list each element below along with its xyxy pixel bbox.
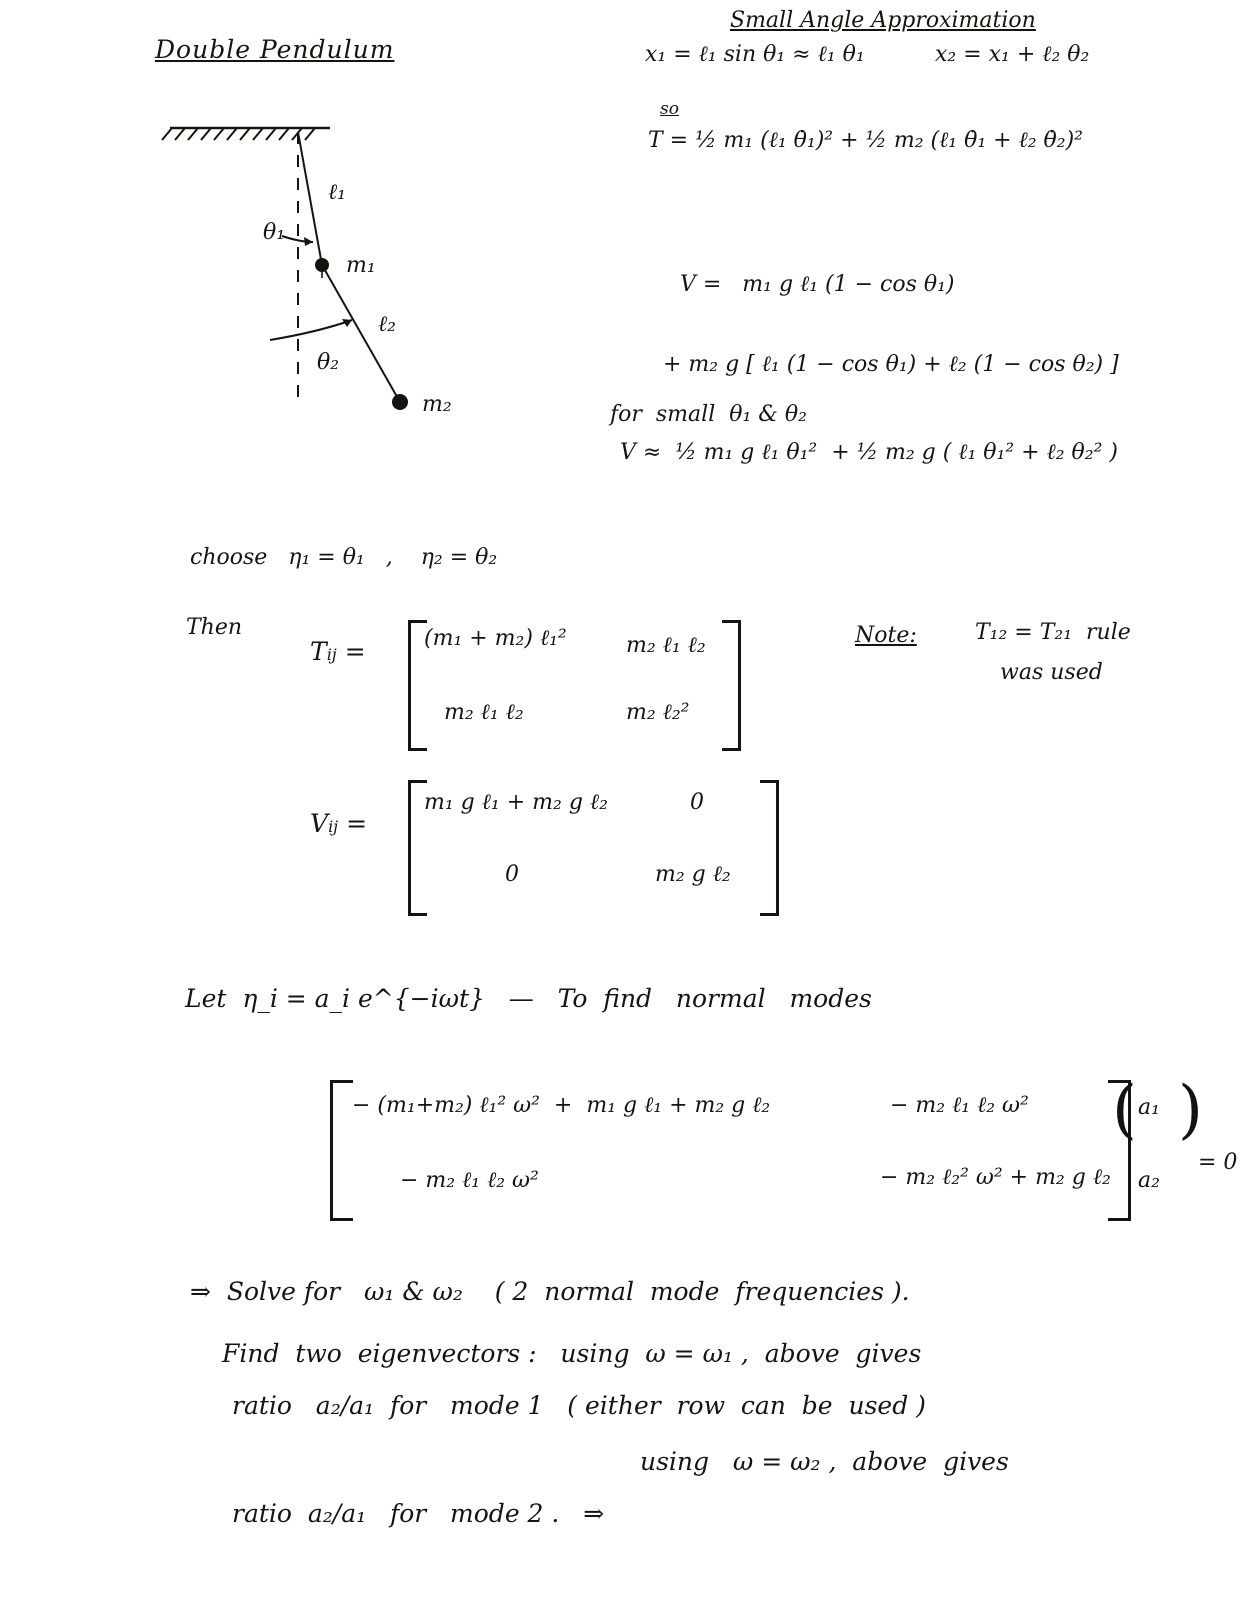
vector-paren-right: ): [1178, 1073, 1203, 1147]
small-angle-heading: Small Angle Approximation: [730, 8, 1036, 33]
small-angle-x2: x₂ = x₁ + ℓ₂ θ₂: [935, 42, 1090, 67]
V-matrix-bracket-right: [760, 780, 779, 916]
mode-matrix-cell-22: − m₂ ℓ₂² ω² + m₂ g ℓ₂: [880, 1165, 1111, 1190]
T-matrix-cell-12: m₂ ℓ₁ ℓ₂: [626, 633, 706, 658]
page-title: Double Pendulum: [155, 35, 395, 64]
solve-line-1: ⇒ Solve for ω₁ & ω₂ ( 2 normal mode frequencies ).: [190, 1277, 910, 1306]
choose-coordinates: choose η₁ = θ₁ , η₂ = θ₂: [190, 545, 498, 570]
note-text-line1: T₁₂ = T₂₁ rule: [975, 620, 1131, 645]
vector-a1: a₁: [1138, 1095, 1160, 1120]
potential-energy-approx: V ≈ ½ m₁ g ℓ₁ θ₁² + ½ m₂ g ( ℓ₁ θ₁² + ℓ₂ θ₂² ): [620, 440, 1118, 465]
diagram-label-m2: m₂: [422, 392, 452, 417]
mode-matrix-cell-11: − (m₁+m₂) ℓ₁² ω² + m₁ g ℓ₁ + m₂ g ℓ₂: [352, 1093, 771, 1118]
diagram-label-l1: ℓ₁: [328, 180, 346, 205]
V-matrix-cell-22: m₂ g ℓ₂: [655, 862, 731, 887]
small-angle-note: for small θ₁ & θ₂: [610, 402, 807, 427]
diagram-label-theta2: θ₂: [317, 350, 340, 375]
diagram-label-l2: ℓ₂: [378, 312, 396, 337]
T-matrix-bracket-right: [722, 620, 741, 751]
T-matrix-cell-21: m₂ ℓ₁ ℓ₂: [444, 700, 524, 725]
solve-line-3: ratio a₂/a₁ for mode 1 ( either row can be used ): [232, 1391, 926, 1420]
mode-matrix-rhs: = 0: [1198, 1150, 1238, 1175]
T-matrix-cell-22: m₂ ℓ₂²: [626, 700, 690, 725]
T-matrix-cell-11: (m₁ + m₂) ℓ₁²: [424, 626, 567, 651]
potential-energy-line1: V = m₁ g ℓ₁ (1 − cos θ₁): [680, 272, 955, 297]
V-matrix-symbol: Vij =: [310, 809, 368, 838]
diagram-label-m1: m₁: [346, 253, 376, 278]
double-pendulum-diagram: [150, 100, 570, 440]
then-label: Then: [186, 615, 243, 640]
potential-energy-line2: + m₂ g [ ℓ₁ (1 − cos θ₁) + ℓ₂ (1 − cos θ₂) ]: [663, 352, 1119, 377]
solve-line-4: using ω = ω₂ , above gives: [640, 1447, 1009, 1476]
small-angle-x1: x₁ = ℓ₁ sin θ₁ ≈ ℓ₁ θ₁: [645, 42, 865, 67]
mode-matrix-cell-12: − m₂ ℓ₁ ℓ₂ ω²: [890, 1093, 1029, 1118]
V-matrix-cell-21: 0: [505, 862, 519, 887]
kinetic-energy-eq: T = ½ m₁ (ℓ₁ θ̇₁)² + ½ m₂ (ℓ₁ θ̇₁ + ℓ₂ θ̇₂)²: [648, 128, 1084, 153]
mode-matrix-cell-21: − m₂ ℓ₁ ℓ₂ ω²: [400, 1168, 539, 1193]
so-label: so: [660, 99, 679, 119]
solve-line-2: Find two eigenvectors : using ω = ω₁ , above gives: [222, 1339, 922, 1368]
vector-paren-left: (: [1112, 1073, 1137, 1147]
diagram-label-theta1: θ₁: [263, 220, 286, 245]
vector-a2: a₂: [1138, 1168, 1160, 1193]
note-heading: Note:: [855, 623, 917, 648]
let-eta-line: Let η_i = a_i e^{−iωt} — To find normal modes: [185, 984, 872, 1013]
V-matrix-cell-11: m₁ g ℓ₁ + m₂ g ℓ₂: [424, 790, 608, 815]
note-text-line2: was used: [1000, 660, 1103, 685]
mode-matrix-bracket-left: [330, 1080, 353, 1221]
solve-line-5: ratio a₂/a₁ for mode 2 . ⇒: [232, 1499, 605, 1528]
V-matrix-cell-12: 0: [690, 790, 704, 815]
T-matrix-symbol: Tij =: [310, 637, 366, 666]
